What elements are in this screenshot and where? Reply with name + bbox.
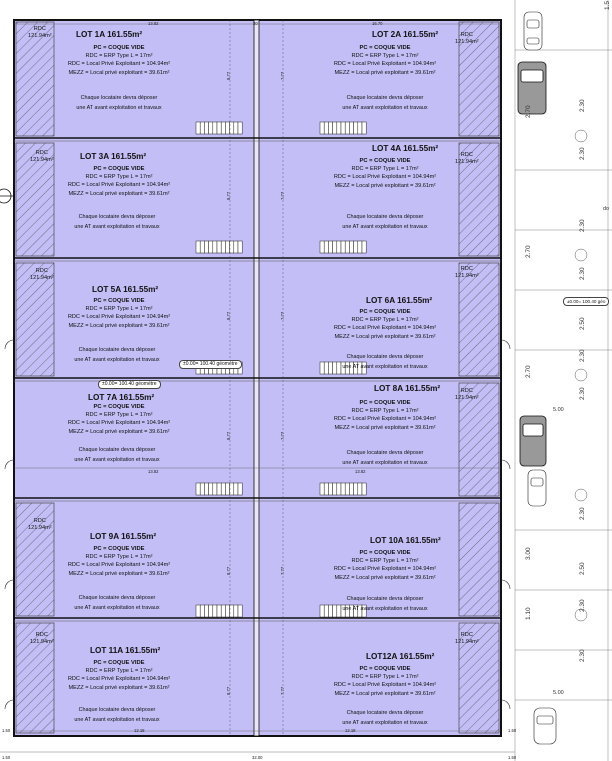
rdc-label: RDC <box>33 518 46 524</box>
lot-pc-line: PC = COQUE VIDE <box>93 660 145 666</box>
lot-rdc-line: RDC = ERP Type L = 17m² <box>351 53 419 60</box>
dimension-text: 8.77 <box>226 311 231 320</box>
rdc-label: RDC <box>460 152 473 158</box>
rdc-label: RDC <box>33 26 46 32</box>
lot-title: LOT 6A 161.55m² <box>366 296 433 305</box>
lot-note2: une AT avant exploitation et travaux <box>342 606 428 612</box>
lot-local-line: RDC = Local Privé Exploitant = 104.94m² <box>67 61 171 68</box>
elevation-label: ±0.00= 100.40 géométre <box>179 360 242 369</box>
lot-mezz-line: MEZZ = Local privé exploitant = 39.61m² <box>334 333 436 340</box>
lot-note2: une AT avant exploitation et travaux <box>74 224 160 230</box>
rdc-label: RDC <box>460 32 473 38</box>
stair-step <box>354 241 358 253</box>
lot-local-line: RDC = Local Privé Exploitant = 104.94m² <box>67 182 171 189</box>
stair-step <box>196 605 200 617</box>
lot-note1: Chaque locataire devra déposer <box>346 710 424 716</box>
lot-note1: Chaque locataire devra déposer <box>78 707 156 713</box>
lot-program <box>326 665 444 698</box>
section-marker <box>0 189 14 203</box>
car-icon <box>534 708 556 744</box>
stair-step <box>349 241 353 253</box>
stair-step <box>234 122 238 134</box>
rdc-area: 121.94m² <box>455 639 479 645</box>
dimension-text: 8.77 <box>226 431 231 440</box>
stair-step <box>341 241 345 253</box>
dimension-text: 12.18 <box>345 728 356 733</box>
rdc-area: 121.94m² <box>28 525 52 531</box>
lot-note <box>330 708 440 728</box>
dimension-text: 7.77 <box>280 686 285 695</box>
lot-local-line: RDC = Local Privé Exploitant = 104.94m² <box>67 420 171 427</box>
lot-note2: une AT avant exploitation et travaux <box>76 105 162 111</box>
stair-step <box>341 122 345 134</box>
lot-mezz-line: MEZZ = Local privé exploitant = 39.61m² <box>68 69 170 76</box>
rdc-area-label <box>455 152 479 166</box>
stair-step <box>354 483 358 495</box>
lot-note2: une AT avant exploitation et travaux <box>342 720 428 726</box>
lot-pc-line: PC = COQUE VIDE <box>359 158 411 164</box>
side-dimension: 2.50 <box>579 562 586 575</box>
lot-program <box>60 44 178 77</box>
stair-step <box>217 605 221 617</box>
lot-rdc-line: RDC = ERP Type L = 17m² <box>351 558 419 565</box>
lot-mezz-line: MEZZ = Local privé exploitant = 39.61m² <box>334 182 436 189</box>
lot-title: LOT 7A 161.55m² <box>88 393 155 402</box>
stair-step <box>341 483 345 495</box>
lot-rdc-line: RDC = ERP Type L = 17m² <box>85 53 153 60</box>
lot-pc-line: PC = COQUE VIDE <box>359 309 411 315</box>
stair-step <box>225 241 229 253</box>
dimension-text: 13.82 <box>148 21 159 26</box>
lot-note2: une AT avant exploitation et travaux <box>342 105 428 111</box>
lot-local-line: RDC = Local Privé Exploitant = 104.94m² <box>67 562 171 569</box>
lot-rdc-line: RDC = ERP Type L = 17m² <box>85 306 153 313</box>
lot-note <box>330 448 440 468</box>
lot-title: LOT 11A 161.55m² <box>90 646 161 655</box>
stair-step <box>209 122 213 134</box>
lot-pc-line: PC = COQUE VIDE <box>359 45 411 51</box>
stair-step <box>225 483 229 495</box>
dimension-text: 7.77 <box>280 311 285 320</box>
rdc-area-label <box>30 632 54 646</box>
rdc-area-label <box>30 150 54 164</box>
lot-program <box>326 308 444 341</box>
rdc-area: 121.94m² <box>455 273 479 279</box>
lot-program <box>60 165 178 198</box>
lot-note2: une AT avant exploitation et travaux <box>74 605 160 611</box>
dimension-text: 32.00 <box>252 755 263 760</box>
stair-step <box>328 483 332 495</box>
lot-pc-line: PC = COQUE VIDE <box>93 404 145 410</box>
stair-step <box>324 241 328 253</box>
lot-title: LOT12A 161.55m² <box>366 652 435 661</box>
lot-note2: une AT avant exploitation et travaux <box>74 717 160 723</box>
lot-mezz-line: MEZZ = Local privé exploitant = 39.61m² <box>334 424 436 431</box>
rdc-area-label <box>28 518 52 532</box>
lot-local-line: RDC = Local Privé Exploitant = 104.94m² <box>67 676 171 683</box>
stair-step <box>328 122 332 134</box>
lot-note <box>330 212 440 232</box>
side-dimension: 2.30 <box>579 387 586 400</box>
lot-program <box>60 297 178 330</box>
lot-note <box>62 445 172 465</box>
lot-program <box>326 44 444 77</box>
rdc-area: 121.94m² <box>30 275 54 281</box>
car-icon <box>524 12 542 50</box>
side-dimension: 1.5 <box>604 0 611 10</box>
lot-rdc-line: RDC = ERP Type L = 17m² <box>85 412 153 419</box>
lot-program <box>326 399 444 432</box>
rdc-area: 121.94m² <box>30 639 54 645</box>
lot-note <box>330 352 440 372</box>
lot-note2: une AT avant exploitation et travaux <box>342 460 428 466</box>
lot-note1: Chaque locataire devra déposer <box>346 596 424 602</box>
lot-title: LOT 5A 161.55m² <box>92 285 159 294</box>
side-dimension: 2.70 <box>525 245 532 258</box>
lot-mezz-line: MEZZ = Local privé exploitant = 39.61m² <box>68 684 170 691</box>
lot-rdc-line: RDC = ERP Type L = 17m² <box>85 174 153 181</box>
stair-step <box>349 483 353 495</box>
lot-mezz-line: MEZZ = Local privé exploitant = 39.61m² <box>68 190 170 197</box>
stair-step <box>204 122 208 134</box>
rdc-area: 121.94m² <box>30 157 54 163</box>
lot-title: LOT 3A 161.55m² <box>80 152 147 161</box>
lot-note1: Chaque locataire devra déposer <box>78 447 156 453</box>
dimension-text: 16.70 <box>372 21 383 26</box>
stair-step <box>217 483 221 495</box>
lot-title: LOT 9A 161.55m² <box>90 532 157 541</box>
stair-step <box>213 241 217 253</box>
lot-rdc-line: RDC = ERP Type L = 17m² <box>351 674 419 681</box>
side-dimension: 2.30 <box>579 267 586 280</box>
lot-note <box>64 93 174 113</box>
stair-step <box>230 241 234 253</box>
lot-note1: Chaque locataire devra déposer <box>78 347 156 353</box>
lot-rdc-line: RDC = ERP Type L = 17m² <box>351 166 419 173</box>
stair-step <box>196 241 200 253</box>
side-dimension: 2.70 <box>525 365 532 378</box>
stair-step <box>221 241 225 253</box>
lot-title: LOT 2A 161.55m² <box>372 30 439 39</box>
lot-mezz-line: MEZZ = Local privé exploitant = 39.61m² <box>334 574 436 581</box>
lot-mezz-line: MEZZ = Local privé exploitant = 39.61m² <box>334 69 436 76</box>
dimension-text: 1.50 <box>508 728 517 733</box>
lot-local-line: RDC = Local Privé Exploitant = 104.94m² <box>333 174 437 181</box>
rdc-label: RDC <box>35 268 48 274</box>
stair-step <box>225 122 229 134</box>
rdc-label: RDC <box>35 632 48 638</box>
rdc-area-label <box>455 632 479 646</box>
lot-note2: une AT avant exploitation et travaux <box>74 457 160 463</box>
lot-local-line: RDC = Local Privé Exploitant = 104.94m² <box>67 314 171 321</box>
stair-step <box>213 483 217 495</box>
side-dimension: 1.10 <box>525 607 532 620</box>
stair-step <box>204 605 208 617</box>
lot-pc-line: PC = COQUE VIDE <box>93 546 145 552</box>
stair-step <box>209 605 213 617</box>
lot-local-line: RDC = Local Privé Exploitant = 104.94m² <box>333 61 437 68</box>
stair-step <box>221 605 225 617</box>
stair-step <box>320 483 324 495</box>
lot-pc-line: PC = COQUE VIDE <box>359 550 411 556</box>
rdc-label: RDC <box>460 266 473 272</box>
lot-program <box>60 403 178 436</box>
dimension-text: 8.77 <box>226 71 231 80</box>
dimension-text: 13.82 <box>148 469 159 474</box>
lot-title: LOT 4A 161.55m² <box>372 144 439 153</box>
side-dimension: 2.70 <box>525 105 532 118</box>
stair-step <box>217 122 221 134</box>
stair-step <box>320 605 324 617</box>
rdc-area: 121.94m² <box>455 39 479 45</box>
stair-step <box>221 483 225 495</box>
stair-step <box>230 605 234 617</box>
stair-step <box>333 483 337 495</box>
van-icon <box>520 416 546 466</box>
lot-program <box>326 157 444 190</box>
rdc-area-label <box>455 32 479 46</box>
lot-note1: Chaque locataire devra déposer <box>80 95 158 101</box>
stair-step <box>217 241 221 253</box>
lot-local-line: RDC = Local Privé Exploitant = 104.94m² <box>333 566 437 573</box>
lot-note1: Chaque locataire devra déposer <box>346 450 424 456</box>
stair-step <box>200 483 204 495</box>
dimension-text: 1.50 <box>2 755 11 760</box>
lot-note1: Chaque locataire devra déposer <box>346 95 424 101</box>
dimension-text: 7.77 <box>280 71 285 80</box>
stair-step <box>209 241 213 253</box>
stair-step <box>238 241 242 253</box>
stair-step <box>337 122 341 134</box>
stair-step <box>238 122 242 134</box>
side-dimension: 2.30 <box>579 507 586 520</box>
rdc-area-label <box>30 268 54 282</box>
lot-note2: une AT avant exploitation et travaux <box>342 364 428 370</box>
lot-pc-line: PC = COQUE VIDE <box>359 400 411 406</box>
stair-step <box>324 605 328 617</box>
lot-program <box>60 545 178 578</box>
lot-note2: une AT avant exploitation et travaux <box>342 224 428 230</box>
section-cut-label: do <box>603 206 610 212</box>
stair-step <box>200 605 204 617</box>
dimension-text: 1.50 <box>508 755 517 760</box>
lot-local-line: RDC = Local Privé Exploitant = 104.94m² <box>333 682 437 689</box>
stair-step <box>337 241 341 253</box>
van-icon <box>518 62 546 114</box>
dimension-text: 12.18 <box>134 728 145 733</box>
stair-step <box>238 605 242 617</box>
lot-mezz-line: MEZZ = Local privé exploitant = 39.61m² <box>68 570 170 577</box>
stair-step <box>362 483 366 495</box>
stair-step <box>345 122 349 134</box>
stair-step <box>234 483 238 495</box>
dimension-text: 8.77 <box>226 191 231 200</box>
stair-step <box>358 483 362 495</box>
parking-dimension: 5.00 <box>553 407 564 413</box>
rdc-area-label <box>28 26 52 40</box>
rdc-area: 121.94m² <box>455 159 479 165</box>
stair-step <box>209 483 213 495</box>
dimension-text: 7.77 <box>280 566 285 575</box>
stair-step <box>324 362 328 374</box>
dimension-text: 8.77 <box>226 686 231 695</box>
lot-local-line: RDC = Local Privé Exploitant = 104.94m² <box>333 416 437 423</box>
lot-note1: Chaque locataire devra déposer <box>346 214 424 220</box>
dimension-text: 7.77 <box>280 191 285 200</box>
rdc-area-label <box>455 266 479 280</box>
stair-step <box>225 605 229 617</box>
lot-local-line: RDC = Local Privé Exploitant = 104.94m² <box>333 325 437 332</box>
lot-title: LOT 8A 161.55m² <box>374 384 441 393</box>
dimension-text: 8.77 <box>226 566 231 575</box>
lot-note <box>62 345 172 365</box>
elevation-label: ±0.00= 100.40 géométre <box>98 380 161 389</box>
lot-pc-line: PC = COQUE VIDE <box>359 666 411 672</box>
lot-title: LOT 10A 161.55m² <box>370 536 441 545</box>
rdc-label: RDC <box>460 388 473 394</box>
stair-step <box>213 605 217 617</box>
car-icon <box>528 470 546 506</box>
stair-step <box>234 605 238 617</box>
lot-program <box>326 549 444 582</box>
stair-step <box>337 483 341 495</box>
stair-step <box>333 241 337 253</box>
lot-note <box>62 705 172 725</box>
lot-pc-line: PC = COQUE VIDE <box>93 166 145 172</box>
lot-rdc-line: RDC = ERP Type L = 17m² <box>85 554 153 561</box>
lot-note1: Chaque locataire devra déposer <box>78 214 156 220</box>
stair-step <box>196 483 200 495</box>
side-dimension: 2.30 <box>579 649 586 662</box>
stair-step <box>196 122 200 134</box>
lot-note1: Chaque locataire devra déposer <box>346 354 424 360</box>
rdc-area: 121.94m² <box>28 33 52 39</box>
lot-title: LOT 1A 161.55m² <box>76 30 143 39</box>
side-dimension: 2.30 <box>579 147 586 160</box>
stair-step <box>362 122 366 134</box>
stair-step <box>345 241 349 253</box>
stair-step <box>354 122 358 134</box>
stair-step <box>200 241 204 253</box>
lot-rdc-line: RDC = ERP Type L = 17m² <box>351 317 419 324</box>
elevation-label: ±0.00= 100.40 géo <box>563 297 609 306</box>
rdc-label: RDC <box>35 150 48 156</box>
lot-mezz-line: MEZZ = Local privé exploitant = 39.61m² <box>68 428 170 435</box>
dimension-text: 7.77 <box>280 431 285 440</box>
side-dimension: 2.50 <box>579 317 586 330</box>
lot-note <box>330 93 440 113</box>
lot-mezz-line: MEZZ = Local privé exploitant = 39.61m² <box>68 322 170 329</box>
stair-step <box>324 122 328 134</box>
rdc-label: RDC <box>460 632 473 638</box>
stair-step <box>221 122 225 134</box>
stair-step <box>349 122 353 134</box>
stair-step <box>204 241 208 253</box>
lot-note1: Chaque locataire devra déposer <box>78 595 156 601</box>
side-dimension: 2.30 <box>579 219 586 232</box>
dimension-text: 13.82 <box>355 469 366 474</box>
lot-rdc-line: RDC = ERP Type L = 17m² <box>351 408 419 415</box>
lot-mezz-line: MEZZ = Local privé exploitant = 39.61m² <box>334 690 436 697</box>
stair-step <box>362 241 366 253</box>
stair-step <box>320 122 324 134</box>
stair-step <box>358 122 362 134</box>
lot-note2: une AT avant exploitation et travaux <box>74 357 160 363</box>
side-dimension: 2.30 <box>579 349 586 362</box>
stair-step <box>324 483 328 495</box>
stair-step <box>200 122 204 134</box>
lot-note <box>330 594 440 614</box>
stair-step <box>213 122 217 134</box>
stair-step <box>204 483 208 495</box>
parking-markers <box>575 130 587 621</box>
stair-step <box>234 241 238 253</box>
stair-step <box>238 483 242 495</box>
stair-step <box>320 362 324 374</box>
rdc-area-label <box>455 388 479 402</box>
lot-note <box>62 212 172 232</box>
stair-step <box>320 241 324 253</box>
stair-step <box>345 483 349 495</box>
side-dimension: 2.30 <box>579 599 586 612</box>
dimension-text: 1.50 <box>2 728 11 733</box>
lot-program <box>60 659 178 692</box>
parking-dimension: 5.00 <box>553 690 564 696</box>
side-dimension: 2.30 <box>579 99 586 112</box>
dimension-text: 30 <box>253 21 258 26</box>
stair-step <box>230 483 234 495</box>
stair-step <box>333 122 337 134</box>
stair-step <box>358 241 362 253</box>
lot-rdc-line: RDC = ERP Type L = 17m² <box>85 668 153 675</box>
lot-note <box>62 593 172 613</box>
side-dimension: 3.00 <box>525 547 532 560</box>
stair-step <box>328 241 332 253</box>
lot-pc-line: PC = COQUE VIDE <box>93 45 145 51</box>
stair-step <box>230 122 234 134</box>
rdc-area: 121.94m² <box>455 395 479 401</box>
lot-pc-line: PC = COQUE VIDE <box>93 298 145 304</box>
